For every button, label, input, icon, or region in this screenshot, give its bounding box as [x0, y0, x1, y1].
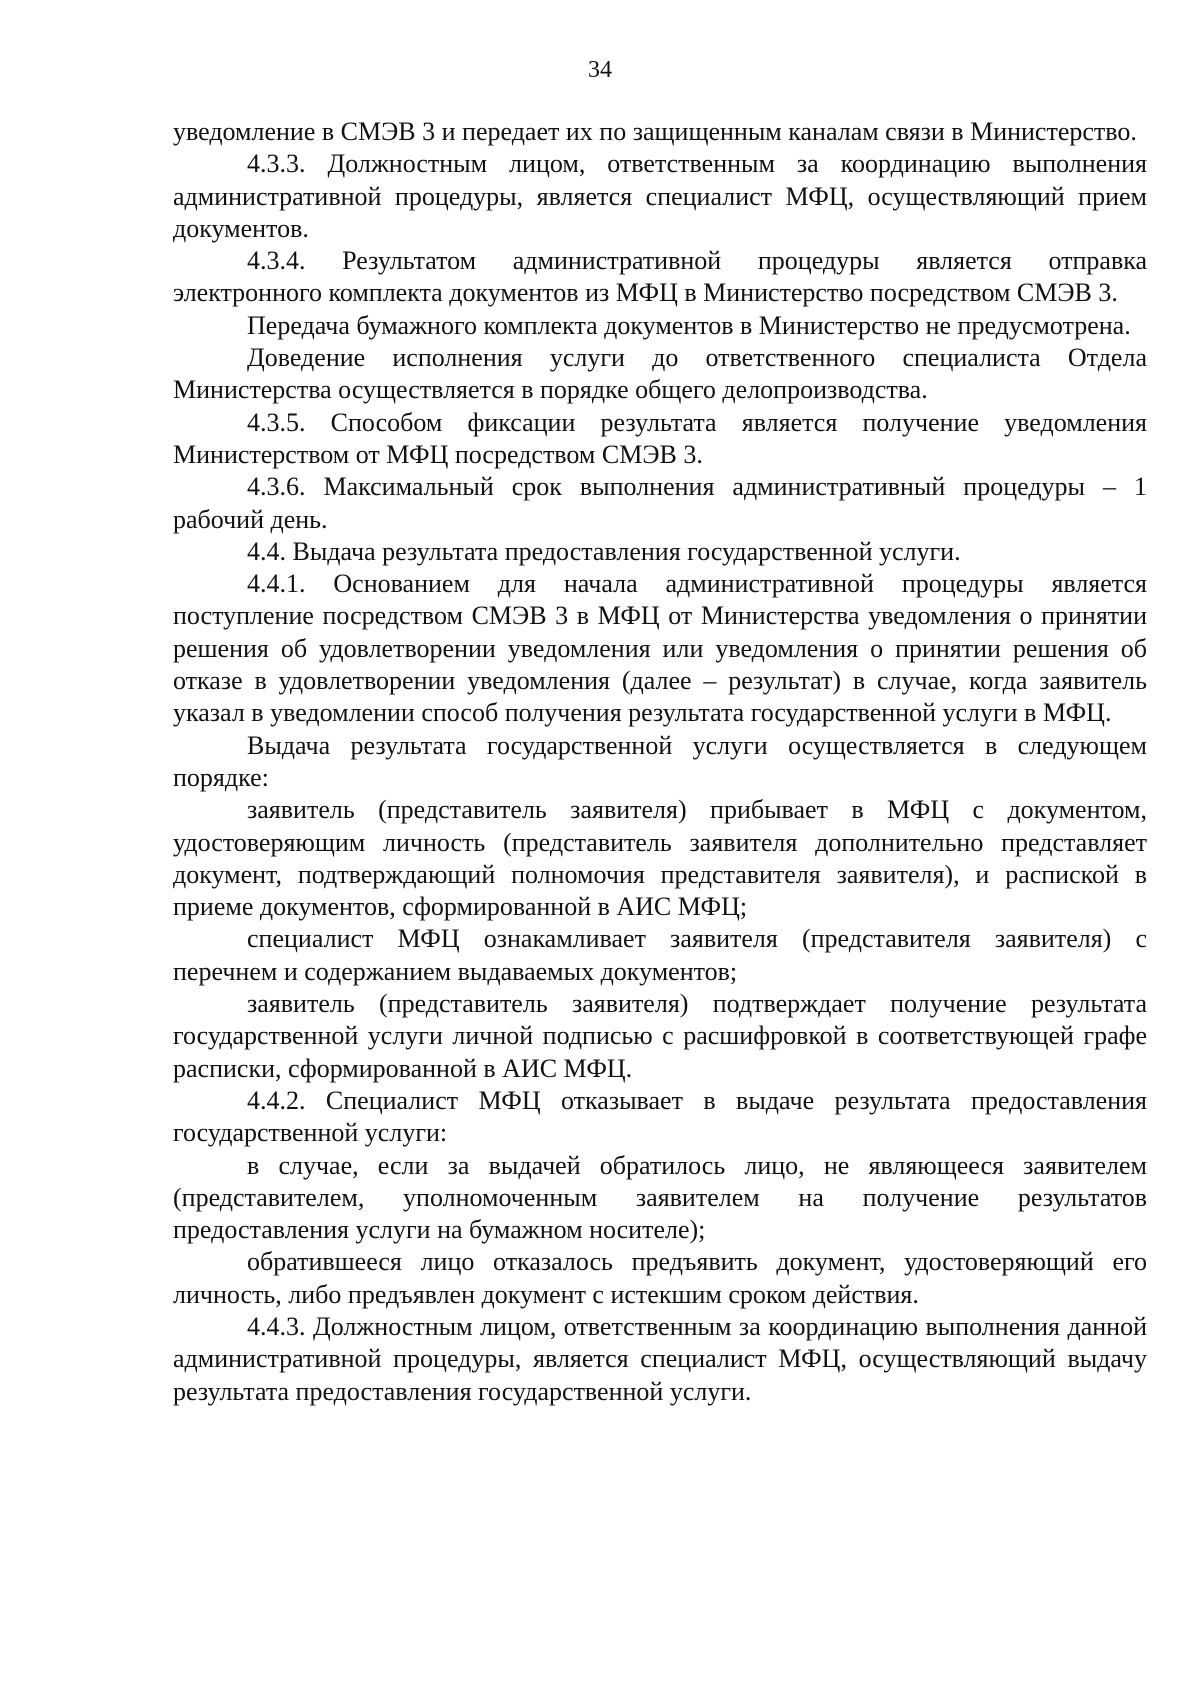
paragraph: 4.3.3. Должностным лицом, ответственным за координацию выполнения административной процедуры, является специалист МФЦ, осуществляющий прием документов. [173, 149, 1147, 243]
document-body [173, 116, 1147, 1408]
paragraph: уведомление в СМЭВ 3 и передает их по защищенным каналам связи в Министерство. [173, 117, 1137, 146]
paragraph: обратившееся лицо отказалось предъявить документ, удостоверяющий его личность, либо предъявлен документ с истекшим сроком действия. [173, 1247, 1147, 1309]
paragraph: Передача бумажного комплекта документов в Министерство не предусмотрена. [247, 310, 1131, 340]
paragraph: в случае, если за выдачей обратилось лицо, не являющееся заявителем (представителем, уполномоченным заявителем на получение результатов предоставления услуги на бумажном носителе); [173, 1150, 1147, 1245]
page-number: 34 [588, 57, 612, 83]
paragraph: 4.3.4. Результатом административной процедуры является отправка электронного комплекта документов из МФЦ в Министерство посредством СМЭВ 3. [173, 246, 1147, 308]
paragraph: специалист МФЦ ознакамливает заявителя (представителя заявителя) с перечнем и содержанием выдаваемых документов; [173, 924, 1147, 986]
paragraph: Доведение исполнения услуги до ответственного специалиста Отдела Министерства осуществляется в порядке общего делопроизводства. [173, 343, 1147, 405]
paragraph: 4.4.2. Специалист МФЦ отказывает в выдаче результата предоставления государственной услуги: [173, 1085, 1147, 1148]
paragraph: 4.3.6. Максимальный срок выполнения административный процедуры – 1 рабочий день. [173, 472, 1147, 534]
paragraph: 4.4.3. Должностным лицом, ответственным за координацию выполнения данной административной процедуры, является специалист МФЦ, осуществляющий выдачу результата предоставления государственной услуги. [173, 1311, 1147, 1406]
paragraph: 4.3.5. Способом фиксации результата является получение уведомления Министерством от МФЦ посредством СМЭВ 3. [173, 407, 1147, 469]
paragraph: заявитель (представитель заявителя) подтверждает получение результата государственной услуги личной подписью с расшифровкой в соответствующей графе расписки, сформированной в АИС МФЦ. [173, 989, 1147, 1083]
paragraph: 4.4. Выдача результата предоставления государственной услуги. [247, 536, 961, 566]
paragraph: Выдача результата государственной услуги осуществляется в следующем порядке: [173, 730, 1147, 792]
paragraph: заявитель (представитель заявителя) прибывает в МФЦ с документом, удостоверяющим личность (представитель заявителя дополнительно представляет документ, подтверждающий полномочия представителя заявителя), и распиской в приеме документов, сформированной в АИС МФЦ; [173, 795, 1147, 922]
paragraph: 4.4.1. Основанием для начала административной процедуры является поступление посредством СМЭВ 3 в МФЦ от Министерства уведомления о принятии решения об удовлетворении уведомления или уведомления о принятии решения об отказе в удовлетворении уведомления (далее – результат) в случае, когда заявитель указал в уведомлении способ получения результата государственной услуги в МФЦ. [173, 569, 1147, 728]
